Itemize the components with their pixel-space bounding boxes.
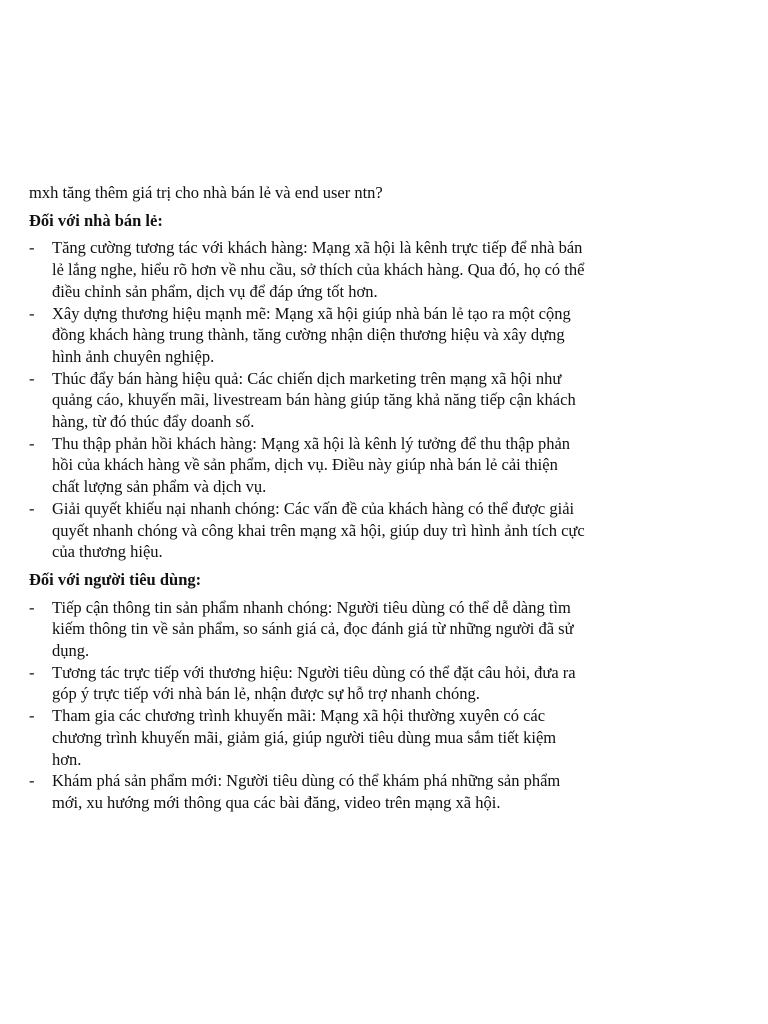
bullet-dash: - bbox=[29, 771, 35, 791]
list-item-text: Tham gia các chương trình khuyến mãi: Mạng xã hội thường xuyên có các chương trình khuyến mãi, giảm giá, giúp người tiêu dùng mua sắm tiết kiệm hơn. bbox=[52, 706, 557, 769]
list-item bbox=[29, 433, 589, 498]
document-body bbox=[29, 182, 589, 820]
list-item-text: Khám phá sản phẩm mới: Người tiêu dùng có thể khám phá những sản phẩm mới, xu hướng mới thông qua các bài đăng, video trên mạng xã hội. bbox=[52, 771, 561, 812]
section-heading-retailers: Đối với nhà bán lẻ: bbox=[29, 210, 163, 230]
list-item bbox=[29, 498, 589, 563]
list-item bbox=[29, 303, 589, 368]
list-item bbox=[29, 237, 589, 302]
list-item-text: Thu thập phản hồi khách hàng: Mạng xã hội là kênh lý tưởng để thu thập phản hồi của khách hàng về sản phẩm, dịch vụ. Điều này giúp nhà bán lẻ cải thiện chất lượng sản phẩm và dịch vụ. bbox=[52, 433, 571, 497]
bullet-dash: - bbox=[29, 597, 35, 617]
bullet-dash: - bbox=[29, 706, 35, 726]
list-item bbox=[29, 597, 589, 662]
list-item-text: Tương tác trực tiếp với thương hiệu: Người tiêu dùng có thể đặt câu hỏi, đưa ra góp ý trực tiếp với nhà bán lẻ, nhận được sự hỗ trợ nhanh chóng. bbox=[52, 662, 576, 704]
list-item-text: Tiếp cận thông tin sản phẩm nhanh chóng: Người tiêu dùng có thể dễ dàng tìm kiếm thông tin về sản phẩm, so sánh giá cả, đọc đánh giá từ những người đã sử dụng. bbox=[52, 597, 574, 661]
bullet-dash: - bbox=[29, 303, 35, 323]
list-item bbox=[29, 368, 589, 433]
bullet-dash: - bbox=[29, 433, 35, 453]
list-item-text: Tăng cường tương tác với khách hàng: Mạng xã hội là kênh trực tiếp để nhà bán lẻ lắng nghe, hiểu rõ hơn về nhu cầu, sở thích của khách hàng. Qua đó, họ có thể điều chỉnh sản phẩm, dịch vụ để đáp ứng tốt hơn. bbox=[52, 238, 585, 301]
section-heading-consumers: Đối với người tiêu dùng: bbox=[29, 569, 202, 589]
list-item bbox=[29, 770, 589, 813]
question-line: mxh tăng thêm giá trị cho nhà bán lẻ và end user ntn? bbox=[29, 183, 383, 202]
list-item-text: Thúc đẩy bán hàng hiệu quả: Các chiến dịch marketing trên mạng xã hội như quảng cáo, khuyến mãi, livestream bán hàng giúp tăng khả năng tiếp cận khách hàng, từ đó thúc đẩy doanh số. bbox=[52, 368, 576, 432]
consumer-benefits-list bbox=[29, 597, 589, 814]
list-item-text: Giải quyết khiếu nại nhanh chóng: Các vấn đề của khách hàng có thể được giải quyết nhanh chóng và công khai trên mạng xã hội, giúp duy trì hình ảnh tích cực của thương hiệu. bbox=[52, 498, 585, 562]
bullet-dash: - bbox=[29, 368, 35, 388]
list-item bbox=[29, 662, 589, 705]
bullet-dash: - bbox=[29, 238, 35, 258]
list-item-text: Xây dựng thương hiệu mạnh mẽ: Mạng xã hội giúp nhà bán lẻ tạo ra một cộng đồng khách hàng trung thành, tăng cường nhận diện thương hiệu và xây dựng hình ảnh chuyên nghiệp. bbox=[52, 303, 571, 366]
list-item bbox=[29, 705, 589, 770]
bullet-dash: - bbox=[29, 662, 35, 682]
bullet-dash: - bbox=[29, 498, 35, 518]
retailer-benefits-list bbox=[29, 237, 589, 563]
